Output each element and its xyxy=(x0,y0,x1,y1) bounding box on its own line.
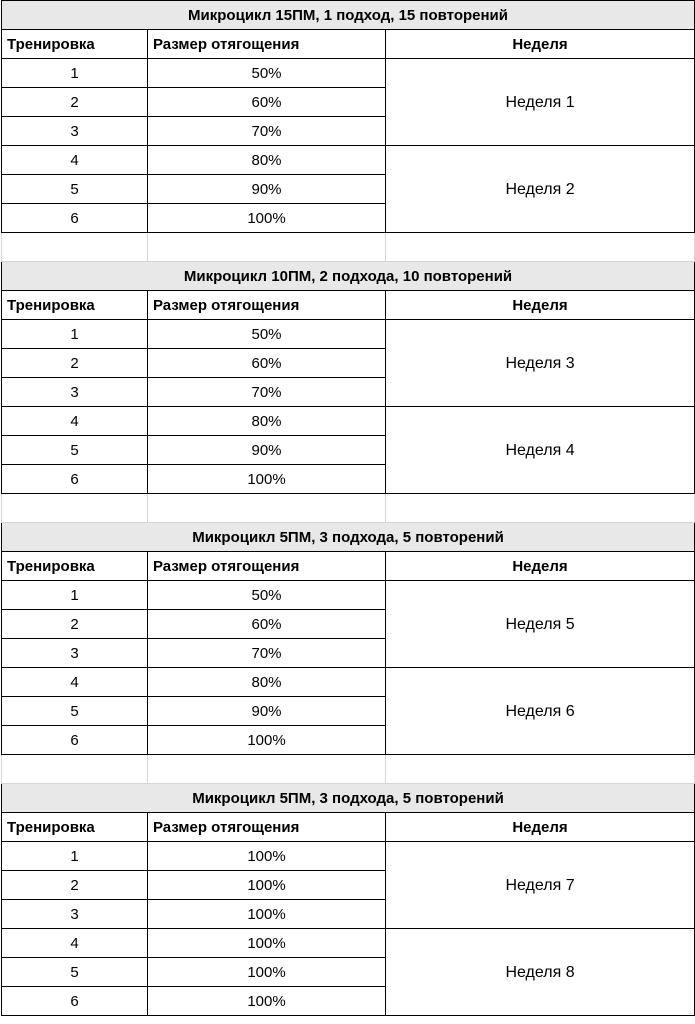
column-header-row xyxy=(2,30,695,59)
microcycle-title-row xyxy=(2,262,695,291)
load-percent-cell: 70% xyxy=(148,639,386,668)
empty-cell xyxy=(386,755,695,784)
load-percent-cell: 100% xyxy=(148,465,386,494)
workout-number-cell: 2 xyxy=(2,88,148,117)
workout-number-cell: 1 xyxy=(2,59,148,88)
load-percent-cell: 80% xyxy=(148,407,386,436)
load-column-header: Размер отягощения xyxy=(148,30,386,59)
empty-spreadsheet-row xyxy=(2,755,695,784)
week-cell: Неделя 1 xyxy=(386,59,695,146)
workout-number-cell: 5 xyxy=(2,697,148,726)
microcycle-title-row xyxy=(2,523,695,552)
week-cell: Неделя 7 xyxy=(386,842,695,929)
workout-number-cell: 6 xyxy=(2,987,148,1016)
load-percent-cell: 60% xyxy=(148,349,386,378)
workout-number-cell: 3 xyxy=(2,900,148,929)
training-plan-table xyxy=(1,0,695,1016)
load-percent-cell: 80% xyxy=(148,146,386,175)
microcycle-title-row xyxy=(2,1,695,30)
workout-number-cell: 5 xyxy=(2,958,148,987)
workout-number-cell: 3 xyxy=(2,639,148,668)
column-header-row xyxy=(2,291,695,320)
workout-number-cell: 6 xyxy=(2,726,148,755)
load-percent-cell: 100% xyxy=(148,929,386,958)
empty-spreadsheet-row xyxy=(2,494,695,523)
load-percent-cell: 70% xyxy=(148,117,386,146)
table-row xyxy=(2,581,695,610)
workout-column-header: Тренировка xyxy=(2,291,148,320)
week-cell: Неделя 4 xyxy=(386,407,695,494)
workout-column-header: Тренировка xyxy=(2,813,148,842)
load-percent-cell: 90% xyxy=(148,436,386,465)
workout-number-cell: 1 xyxy=(2,842,148,871)
table-row xyxy=(2,59,695,88)
week-column-header: Неделя xyxy=(386,552,695,581)
load-column-header: Размер отягощения xyxy=(148,291,386,320)
load-percent-cell: 100% xyxy=(148,987,386,1016)
table-row xyxy=(2,929,695,958)
workout-number-cell: 4 xyxy=(2,407,148,436)
load-percent-cell: 100% xyxy=(148,726,386,755)
table-body xyxy=(2,1,695,1016)
workout-number-cell: 4 xyxy=(2,668,148,697)
workout-number-cell: 2 xyxy=(2,349,148,378)
table-row xyxy=(2,407,695,436)
empty-cell xyxy=(386,494,695,523)
microcycle-title: Микроцикл 5ПМ, 3 подхода, 5 повторений xyxy=(2,523,695,552)
load-percent-cell: 70% xyxy=(148,378,386,407)
week-cell: Неделя 3 xyxy=(386,320,695,407)
workout-column-header: Тренировка xyxy=(2,552,148,581)
table-row xyxy=(2,668,695,697)
empty-cell xyxy=(386,233,695,262)
load-column-header: Размер отягощения xyxy=(148,552,386,581)
load-percent-cell: 100% xyxy=(148,842,386,871)
workout-number-cell: 1 xyxy=(2,581,148,610)
empty-cell xyxy=(2,494,148,523)
load-percent-cell: 60% xyxy=(148,88,386,117)
workout-number-cell: 5 xyxy=(2,436,148,465)
load-percent-cell: 50% xyxy=(148,581,386,610)
load-percent-cell: 50% xyxy=(148,59,386,88)
table-row xyxy=(2,320,695,349)
load-percent-cell: 100% xyxy=(148,958,386,987)
column-header-row xyxy=(2,552,695,581)
column-header-row xyxy=(2,813,695,842)
table-row xyxy=(2,146,695,175)
load-percent-cell: 50% xyxy=(148,320,386,349)
workout-column-header: Тренировка xyxy=(2,30,148,59)
workout-number-cell: 4 xyxy=(2,146,148,175)
workout-number-cell: 3 xyxy=(2,117,148,146)
empty-cell xyxy=(148,494,386,523)
load-percent-cell: 100% xyxy=(148,900,386,929)
workout-number-cell: 4 xyxy=(2,929,148,958)
week-column-header: Неделя xyxy=(386,291,695,320)
workout-number-cell: 2 xyxy=(2,871,148,900)
load-percent-cell: 90% xyxy=(148,697,386,726)
week-column-header: Неделя xyxy=(386,30,695,59)
empty-spreadsheet-row xyxy=(2,233,695,262)
empty-cell xyxy=(2,233,148,262)
week-cell: Неделя 8 xyxy=(386,929,695,1016)
empty-cell xyxy=(148,755,386,784)
week-column-header: Неделя xyxy=(386,813,695,842)
microcycle-title: Микроцикл 5ПМ, 3 подхода, 5 повторений xyxy=(2,784,695,813)
load-percent-cell: 90% xyxy=(148,175,386,204)
week-cell: Неделя 5 xyxy=(386,581,695,668)
workout-number-cell: 2 xyxy=(2,610,148,639)
load-column-header: Размер отягощения xyxy=(148,813,386,842)
workout-number-cell: 6 xyxy=(2,204,148,233)
week-cell: Неделя 6 xyxy=(386,668,695,755)
microcycle-title-row xyxy=(2,784,695,813)
load-percent-cell: 60% xyxy=(148,610,386,639)
week-cell: Неделя 2 xyxy=(386,146,695,233)
workout-number-cell: 3 xyxy=(2,378,148,407)
microcycle-title: Микроцикл 10ПМ, 2 подхода, 10 повторений xyxy=(2,262,695,291)
load-percent-cell: 100% xyxy=(148,204,386,233)
table-row xyxy=(2,842,695,871)
empty-cell xyxy=(2,755,148,784)
workout-number-cell: 1 xyxy=(2,320,148,349)
workout-number-cell: 5 xyxy=(2,175,148,204)
load-percent-cell: 100% xyxy=(148,871,386,900)
load-percent-cell: 80% xyxy=(148,668,386,697)
microcycle-title: Микроцикл 15ПМ, 1 подход, 15 повторений xyxy=(2,1,695,30)
workout-number-cell: 6 xyxy=(2,465,148,494)
empty-cell xyxy=(148,233,386,262)
